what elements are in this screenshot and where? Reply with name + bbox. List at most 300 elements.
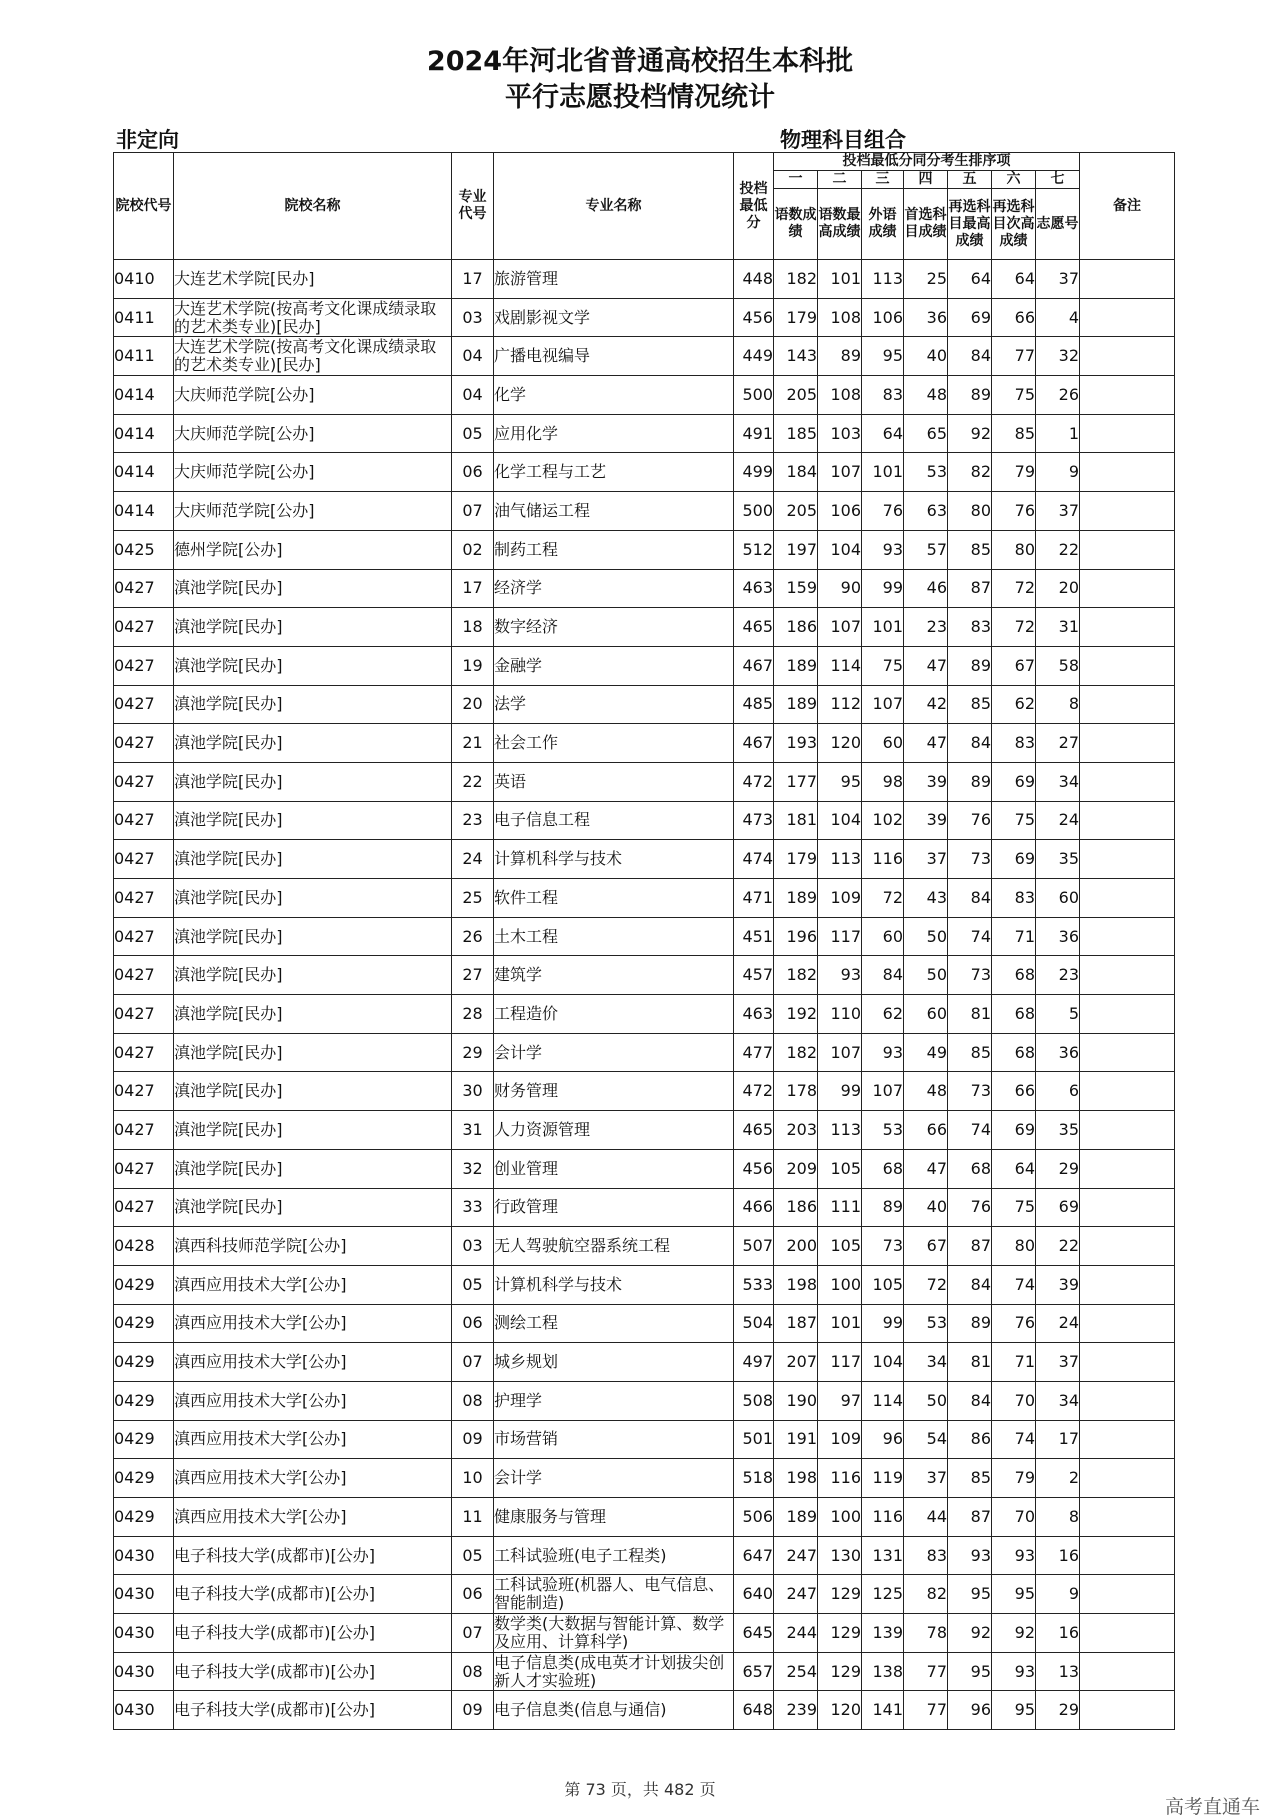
score-cell: 113 [818,1111,862,1150]
score-cell: 116 [862,1498,904,1537]
score-cell: 105 [862,1265,904,1304]
preference-cell: 17 [1036,1420,1080,1459]
score-cell: 68 [992,1033,1036,1072]
remark-cell [1080,1111,1175,1150]
table-row [114,1652,1175,1691]
score-cell: 197 [774,530,818,569]
score-cell: 95 [862,337,904,376]
table-row [114,376,1175,415]
score-cell: 95 [818,762,862,801]
major-code-cell: 07 [452,492,494,531]
score-cell: 205 [774,376,818,415]
score-cell: 107 [818,608,862,647]
school-code-cell: 0425 [114,530,174,569]
score-cell: 113 [862,260,904,299]
score-cell: 177 [774,762,818,801]
score-cell: 83 [862,376,904,415]
min-score-cell: 533 [734,1265,774,1304]
score-cell: 96 [948,1691,992,1730]
header-sub: 首选科目成绩 [904,189,948,260]
major-name-cell: 建筑学 [494,956,734,995]
score-cell: 74 [992,1265,1036,1304]
remark-cell [1080,1652,1175,1691]
preference-cell: 23 [1036,956,1080,995]
table-row [114,724,1175,763]
score-cell: 120 [818,724,862,763]
score-cell: 84 [862,956,904,995]
score-cell: 87 [948,1227,992,1266]
score-cell: 117 [818,1343,862,1382]
score-cell: 179 [774,298,818,337]
major-name-cell: 财务管理 [494,1072,734,1111]
score-cell: 93 [948,1536,992,1575]
score-cell: 40 [904,1188,948,1227]
school-code-cell: 0430 [114,1614,174,1653]
preference-cell: 22 [1036,1227,1080,1266]
score-cell: 96 [862,1420,904,1459]
school-name-cell: 大连艺术学院[民办] [174,260,452,299]
major-code-cell: 04 [452,337,494,376]
score-cell: 46 [904,569,948,608]
score-cell: 66 [992,298,1036,337]
major-code-cell: 21 [452,724,494,763]
min-score-cell: 467 [734,724,774,763]
score-cell: 111 [818,1188,862,1227]
score-cell: 60 [862,724,904,763]
table-row [114,917,1175,956]
major-code-cell: 33 [452,1188,494,1227]
score-cell: 106 [818,492,862,531]
score-cell: 113 [818,840,862,879]
header-num: 一 [774,171,818,189]
header-min-score: 投档最低分 [734,153,774,260]
score-cell: 73 [948,1072,992,1111]
min-score-cell: 474 [734,840,774,879]
major-code-cell: 06 [452,1304,494,1343]
school-name-cell: 滇池学院[民办] [174,840,452,879]
score-cell: 67 [992,646,1036,685]
score-cell: 73 [862,1227,904,1266]
score-cell: 85 [948,685,992,724]
score-cell: 92 [992,1614,1036,1653]
score-cell: 105 [818,1149,862,1188]
preference-cell: 16 [1036,1614,1080,1653]
table-row [114,646,1175,685]
score-cell: 76 [862,492,904,531]
major-name-cell: 工程造价 [494,995,734,1034]
remark-cell [1080,1072,1175,1111]
score-cell: 47 [904,646,948,685]
table-row [114,956,1175,995]
school-code-cell: 0427 [114,762,174,801]
min-score-cell: 491 [734,414,774,453]
score-cell: 72 [992,608,1036,647]
preference-cell: 22 [1036,530,1080,569]
preference-cell: 34 [1036,1381,1080,1420]
score-cell: 89 [948,646,992,685]
school-code-cell: 0430 [114,1652,174,1691]
major-code-cell: 02 [452,530,494,569]
school-code-cell: 0414 [114,376,174,415]
remark-cell [1080,762,1175,801]
score-cell: 178 [774,1072,818,1111]
table-row [114,530,1175,569]
table-row [114,1498,1175,1537]
score-cell: 184 [774,453,818,492]
score-cell: 80 [992,530,1036,569]
school-code-cell: 0427 [114,917,174,956]
school-code-cell: 0411 [114,337,174,376]
preference-cell: 60 [1036,879,1080,918]
preference-cell: 37 [1036,260,1080,299]
remark-cell [1080,1498,1175,1537]
major-name-cell: 化学工程与工艺 [494,453,734,492]
remark-cell [1080,724,1175,763]
score-cell: 53 [904,453,948,492]
score-cell: 66 [992,1072,1036,1111]
score-cell: 87 [948,569,992,608]
score-cell: 95 [992,1691,1036,1730]
score-cell: 50 [904,917,948,956]
score-cell: 129 [818,1575,862,1614]
major-code-cell: 24 [452,840,494,879]
preference-cell: 8 [1036,685,1080,724]
min-score-cell: 466 [734,1188,774,1227]
score-cell: 192 [774,995,818,1034]
min-score-cell: 500 [734,492,774,531]
score-cell: 189 [774,879,818,918]
major-name-cell: 工科试验班(电子工程类) [494,1536,734,1575]
school-code-cell: 0427 [114,956,174,995]
score-cell: 67 [904,1227,948,1266]
table-row [114,1691,1175,1730]
score-cell: 68 [862,1149,904,1188]
school-name-cell: 电子科技大学(成都市)[公办] [174,1652,452,1691]
major-code-cell: 29 [452,1033,494,1072]
major-code-cell: 04 [452,376,494,415]
score-cell: 186 [774,1188,818,1227]
table-row [114,1614,1175,1653]
score-cell: 114 [862,1381,904,1420]
major-code-cell: 06 [452,1575,494,1614]
remark-cell [1080,1381,1175,1420]
header-num: 五 [948,171,992,189]
major-name-cell: 城乡规划 [494,1343,734,1382]
preference-cell: 8 [1036,1498,1080,1537]
score-cell: 74 [948,1111,992,1150]
school-name-cell: 滇池学院[民办] [174,801,452,840]
score-cell: 100 [818,1265,862,1304]
score-cell: 83 [948,608,992,647]
score-cell: 36 [904,298,948,337]
score-cell: 86 [948,1420,992,1459]
min-score-cell: 512 [734,530,774,569]
score-cell: 78 [904,1614,948,1653]
remark-cell [1080,646,1175,685]
table-row [114,1575,1175,1614]
school-code-cell: 0429 [114,1459,174,1498]
school-code-cell: 0427 [114,1111,174,1150]
score-cell: 97 [818,1381,862,1420]
score-cell: 104 [818,801,862,840]
school-code-cell: 0427 [114,1188,174,1227]
score-cell: 190 [774,1381,818,1420]
table-row [114,1111,1175,1150]
remark-cell [1080,1536,1175,1575]
score-cell: 92 [948,1614,992,1653]
school-name-cell: 滇池学院[民办] [174,1072,452,1111]
score-cell: 87 [948,1498,992,1537]
min-score-cell: 457 [734,956,774,995]
min-score-cell: 518 [734,1459,774,1498]
school-code-cell: 0427 [114,1149,174,1188]
page-footer: 第 73 页，共 482 页 [564,1780,716,1799]
score-cell: 49 [904,1033,948,1072]
remark-cell [1080,1343,1175,1382]
school-name-cell: 大庆师范学院[公办] [174,492,452,531]
preference-cell: 37 [1036,492,1080,531]
score-cell: 76 [992,492,1036,531]
school-name-cell: 滇池学院[民办] [174,917,452,956]
remark-cell [1080,298,1175,337]
major-name-cell: 会计学 [494,1459,734,1498]
header-rank-group: 投档最低分同分考生排序项 [774,153,1080,171]
score-cell: 72 [904,1265,948,1304]
score-cell: 40 [904,337,948,376]
table-row [114,1072,1175,1111]
school-code-cell: 0427 [114,646,174,685]
score-cell: 54 [904,1420,948,1459]
preference-cell: 24 [1036,1304,1080,1343]
table-row [114,608,1175,647]
score-cell: 73 [948,840,992,879]
min-score-cell: 647 [734,1536,774,1575]
score-cell: 82 [904,1575,948,1614]
score-cell: 198 [774,1459,818,1498]
remark-cell [1080,1149,1175,1188]
score-cell: 50 [904,1381,948,1420]
school-name-cell: 大连艺术学院(按高考文化课成绩录取的艺术类专业)[民办] [174,298,452,337]
major-code-cell: 23 [452,801,494,840]
score-cell: 68 [992,956,1036,995]
school-name-cell: 滇池学院[民办] [174,646,452,685]
school-name-cell: 大庆师范学院[公办] [174,453,452,492]
min-score-cell: 448 [734,260,774,299]
score-cell: 138 [862,1652,904,1691]
major-code-cell: 05 [452,414,494,453]
score-cell: 99 [862,1304,904,1343]
min-score-cell: 506 [734,1498,774,1537]
school-code-cell: 0414 [114,492,174,531]
major-code-cell: 20 [452,685,494,724]
school-code-cell: 0427 [114,801,174,840]
preference-cell: 37 [1036,1343,1080,1382]
school-code-cell: 0427 [114,1033,174,1072]
score-cell: 193 [774,724,818,763]
header-num: 三 [862,171,904,189]
min-score-cell: 456 [734,298,774,337]
remark-cell [1080,492,1175,531]
major-name-cell: 市场营销 [494,1420,734,1459]
table-row [114,840,1175,879]
major-name-cell: 数字经济 [494,608,734,647]
major-name-cell: 软件工程 [494,879,734,918]
score-cell: 98 [862,762,904,801]
score-cell: 182 [774,956,818,995]
school-name-cell: 滇池学院[民办] [174,995,452,1034]
score-cell: 95 [992,1575,1036,1614]
table-row [114,1304,1175,1343]
preference-cell: 34 [1036,762,1080,801]
score-cell: 129 [818,1614,862,1653]
school-name-cell: 滇西科技师范学院[公办] [174,1227,452,1266]
score-cell: 105 [818,1227,862,1266]
score-cell: 53 [904,1304,948,1343]
preference-cell: 20 [1036,569,1080,608]
min-score-cell: 497 [734,1343,774,1382]
school-code-cell: 0429 [114,1498,174,1537]
score-cell: 101 [818,260,862,299]
major-name-cell: 会计学 [494,1033,734,1072]
score-cell: 39 [904,762,948,801]
score-cell: 84 [948,337,992,376]
score-cell: 79 [992,1459,1036,1498]
remark-cell [1080,569,1175,608]
header-sub: 语数最高成绩 [818,189,862,260]
table-row [114,762,1175,801]
school-name-cell: 滇西应用技术大学[公办] [174,1265,452,1304]
major-code-cell: 17 [452,569,494,608]
min-score-cell: 477 [734,1033,774,1072]
score-cell: 125 [862,1575,904,1614]
preference-cell: 4 [1036,298,1080,337]
table-row [114,1343,1175,1382]
score-cell: 76 [948,801,992,840]
major-name-cell: 英语 [494,762,734,801]
score-cell: 64 [948,260,992,299]
major-name-cell: 法学 [494,685,734,724]
preference-cell: 29 [1036,1691,1080,1730]
score-cell: 185 [774,414,818,453]
remark-cell [1080,840,1175,879]
score-cell: 129 [818,1652,862,1691]
remark-cell [1080,1265,1175,1304]
score-cell: 143 [774,337,818,376]
remark-cell [1080,1614,1175,1653]
preference-cell: 26 [1036,376,1080,415]
remark-cell [1080,608,1175,647]
table-row [114,995,1175,1034]
school-name-cell: 滇西应用技术大学[公办] [174,1343,452,1382]
school-name-cell: 滇池学院[民办] [174,569,452,608]
score-cell: 71 [992,1343,1036,1382]
score-cell: 130 [818,1536,862,1575]
major-code-cell: 31 [452,1111,494,1150]
table-row [114,1420,1175,1459]
major-code-cell: 07 [452,1614,494,1653]
score-cell: 100 [818,1498,862,1537]
score-cell: 131 [862,1536,904,1575]
score-cell: 89 [948,376,992,415]
major-code-cell: 22 [452,762,494,801]
header-sub: 语数成绩 [774,189,818,260]
school-code-cell: 0414 [114,414,174,453]
major-code-cell: 08 [452,1652,494,1691]
school-name-cell: 大庆师范学院[公办] [174,414,452,453]
score-cell: 84 [948,724,992,763]
score-cell: 107 [862,1072,904,1111]
min-score-cell: 472 [734,1072,774,1111]
score-cell: 72 [862,879,904,918]
score-cell: 198 [774,1265,818,1304]
table-row [114,453,1175,492]
score-cell: 110 [818,995,862,1034]
score-cell: 108 [818,376,862,415]
score-cell: 104 [818,530,862,569]
preference-cell: 2 [1036,1459,1080,1498]
major-code-cell: 03 [452,1227,494,1266]
score-cell: 182 [774,1033,818,1072]
remark-cell [1080,453,1175,492]
header-sub: 再选科目最高成绩 [948,189,992,260]
score-cell: 53 [862,1111,904,1150]
header-school-name: 院校名称 [174,153,452,260]
table-row [114,414,1175,453]
score-cell: 84 [948,879,992,918]
table-row [114,685,1175,724]
score-cell: 104 [862,1343,904,1382]
major-name-cell: 金融学 [494,646,734,685]
major-code-cell: 03 [452,298,494,337]
score-cell: 65 [904,414,948,453]
score-cell: 69 [948,298,992,337]
min-score-cell: 645 [734,1614,774,1653]
score-cell: 85 [948,1459,992,1498]
remark-cell [1080,917,1175,956]
preference-cell: 13 [1036,1652,1080,1691]
score-cell: 62 [862,995,904,1034]
major-name-cell: 电子信息类(信息与通信) [494,1691,734,1730]
major-name-cell: 电子信息类(成电英才计划拔尖创新人才实验班) [494,1652,734,1691]
min-score-cell: 499 [734,453,774,492]
remark-cell [1080,337,1175,376]
score-cell: 107 [862,685,904,724]
school-code-cell: 0411 [114,298,174,337]
school-code-cell: 0429 [114,1265,174,1304]
major-name-cell: 土木工程 [494,917,734,956]
major-name-cell: 化学 [494,376,734,415]
score-cell: 106 [862,298,904,337]
score-cell: 95 [948,1652,992,1691]
school-name-cell: 滇池学院[民办] [174,1033,452,1072]
header-sub: 志愿号 [1036,189,1080,260]
major-name-cell: 社会工作 [494,724,734,763]
score-cell: 92 [948,414,992,453]
score-cell: 48 [904,1072,948,1111]
preference-cell: 16 [1036,1536,1080,1575]
major-code-cell: 05 [452,1536,494,1575]
remark-cell [1080,1420,1175,1459]
score-cell: 77 [904,1652,948,1691]
score-cell: 89 [818,337,862,376]
school-name-cell: 滇池学院[民办] [174,762,452,801]
score-cell: 200 [774,1227,818,1266]
school-name-cell: 滇池学院[民办] [174,724,452,763]
score-cell: 187 [774,1304,818,1343]
school-name-cell: 大连艺术学院(按高考文化课成绩录取的艺术类专业)[民办] [174,337,452,376]
score-cell: 95 [948,1575,992,1614]
school-name-cell: 滇西应用技术大学[公办] [174,1304,452,1343]
